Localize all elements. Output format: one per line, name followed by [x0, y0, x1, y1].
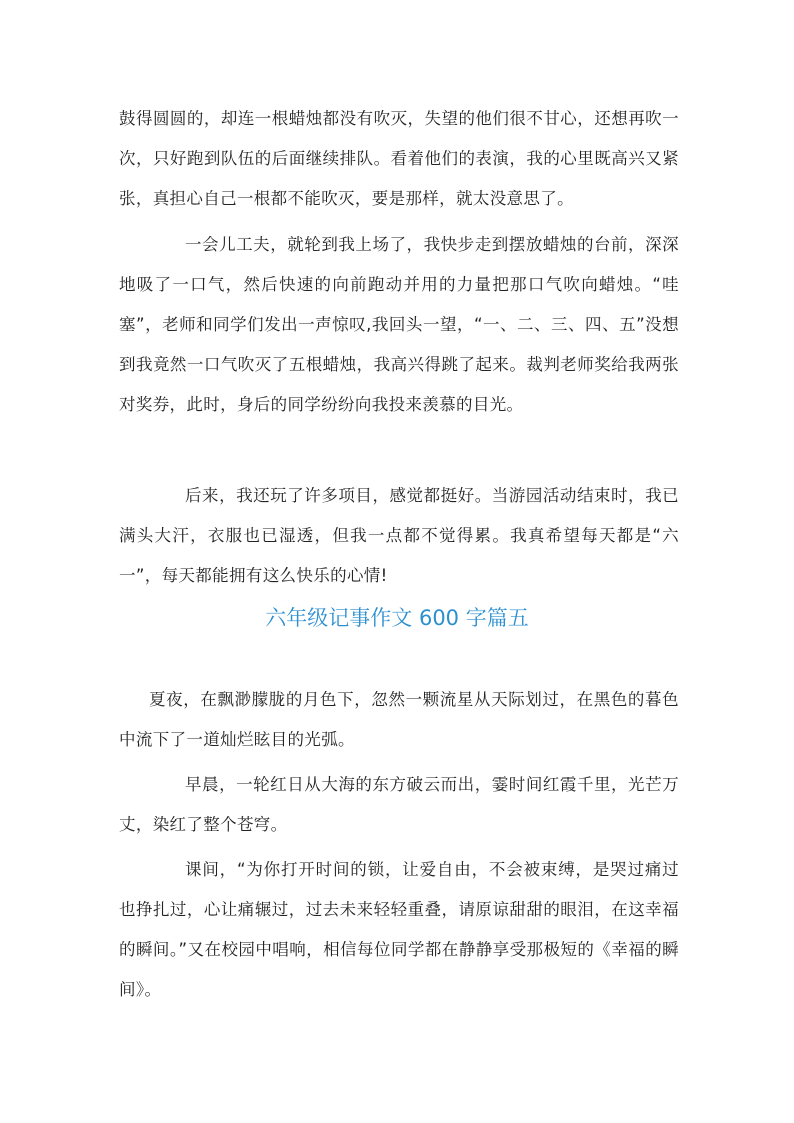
paragraph-2: 一会儿工夫，就轮到我上场了，我快步走到摆放蜡烛的台前，深深地吸了一口气，然后快速的向前跑动并用的力量把那口气吹向蜡烛。“哇塞”，老师和同学们发出一声惊叹,我回头一望，“一、二、三、四、五”没想到我竟然一口气吹灭了五根蜡烛，我高兴得跳了起来。裁判老师奖给我两张对奖券，此时，身后的同学纷纷向我投来羡慕的目光。	[119, 235, 679, 414]
paragraph-1: 鼓得圆圆的，却连一根蜡烛都没有吹灭，失望的他们很不甘心，还想再吹一次，只好跑到队伍的后面继续排队。看着他们的表演，我的心里既高兴又紧张，真担心自己一根都不能吹灭，要是那样，就太没意思了。	[119, 109, 679, 208]
paragraph-6: 课间，“为你打开时间的锁，让爱自由，不会被束缚，是哭过痛过也挣扎过，心让痛辗过，过去未来轻轻重叠，请原谅甜甜的眼泪，在这幸福的瞬间。”又在校园中唱响，相信每位同学都在静静享受那极短的《幸福的瞬间》。	[119, 860, 679, 999]
paragraph-3: 后来，我还玩了许多项目，感觉都挺好。当游园活动结束时，我已满头大汗，衣服也已湿透，但我一点都不觉得累。我真希望每天都是“六一”，每天都能拥有这么快乐的心情!	[119, 486, 679, 585]
paragraph-4: 夏夜，在飘渺朦胧的月色下，忽然一颗流星从天际划过，在黑色的暮色中流下了一道灿烂眩目的光弧。	[119, 690, 679, 749]
section-heading: 六年级记事作文 600 字篇五	[265, 606, 529, 630]
paragraph-5: 早晨，一轮红日从大海的东方破云而出，霎时间红霞千里，光芒万丈，染红了整个苍穹。	[119, 775, 679, 834]
